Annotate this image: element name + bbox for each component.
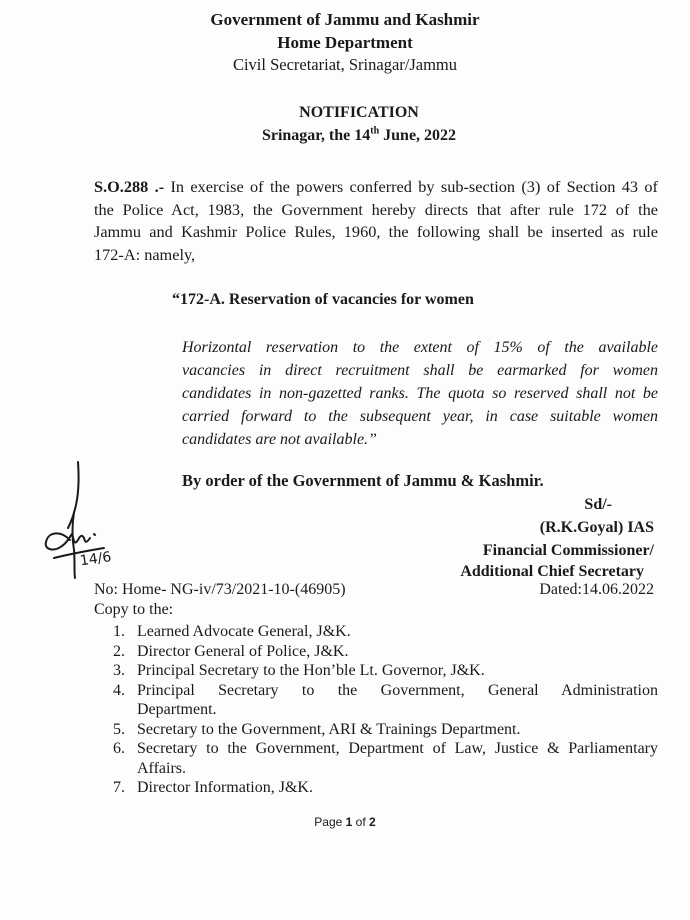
order-line-text: In exercise of the powers conferred by sub-section (3) of Section 43 of <box>170 177 658 196</box>
place-date-suffix: June, 2022 <box>379 127 457 144</box>
page-total: 2 <box>369 815 376 829</box>
department-name: Home Department <box>277 33 413 52</box>
copy-item <box>113 720 658 740</box>
order-line <box>94 176 658 199</box>
sd-mark: Sd/- <box>584 496 612 513</box>
place-date-sup: th <box>370 125 380 137</box>
rule-line: Horizontal reservation to the extent of 15% of the available <box>182 339 658 356</box>
copy-item <box>113 622 658 642</box>
rule-line: carried forward to the subsequent year, in case suitable women <box>182 408 658 425</box>
copy-item-text: Secretary to the Government, ARI & Trainings Department. <box>137 720 521 738</box>
order-line: the Police Act, 1983, the Government hereby directs that after rule 172 of the <box>94 199 658 219</box>
copy-item-number: 2. <box>113 642 125 660</box>
copy-item-text: Principal Secretary to the Hon’ble Lt. Governor, J&K. <box>137 662 485 679</box>
so-number: S.O.288 .- <box>94 177 165 196</box>
initials-date: 14/6 <box>78 549 113 570</box>
office-address: Civil Secretariat, Srinagar/Jammu <box>232 55 458 74</box>
copy-item-number: 7. <box>113 779 125 796</box>
govt-name: Government of Jammu and Kashmir <box>210 10 480 29</box>
order-line: 172-A: namely, <box>94 244 196 264</box>
copy-item-number: 4. <box>113 681 125 699</box>
copy-item-number: 6. <box>113 740 125 757</box>
copy-item-text: Director General of Police, J&K. <box>137 642 349 660</box>
handwritten-initials-icon <box>30 450 120 590</box>
copy-to-list <box>113 622 658 798</box>
rule-heading: “172-A. Reservation of vacancies for women <box>172 291 474 308</box>
copy-item <box>113 642 658 662</box>
signatory-dated: Dated:14.06.2022 <box>539 581 654 598</box>
by-order-line: By order of the Government of Jammu & Kashmir. <box>182 471 544 490</box>
copy-item-text: Secretary to the Government, Department of Law, Justice & Parliamentary <box>137 740 658 757</box>
signatory-designation-1: Financial Commissioner/ <box>482 542 654 559</box>
reference-number: No: Home- NG-iv/73/2021-10-(46905) <box>94 581 346 598</box>
signatory-designation-2: Additional Chief Secretary <box>460 563 644 580</box>
page-number <box>0 815 690 829</box>
copy-item-text-cont: Affairs. <box>137 759 187 777</box>
place-date-prefix: Srinagar, the 14 <box>261 127 371 144</box>
notification-heading: NOTIFICATION <box>299 104 419 121</box>
copy-item-number: 3. <box>113 662 125 679</box>
copy-item <box>113 661 658 681</box>
place-date <box>14 126 690 146</box>
copy-item <box>113 739 658 778</box>
copy-item <box>113 681 658 720</box>
copy-item <box>113 778 658 798</box>
initials-signature <box>30 450 120 590</box>
order-line: Jammu and Kashmir Police Rules, 1960, the following shall be inserted as rule <box>94 222 658 241</box>
rule-line: vacancies in direct recruitment shall be earmarked for women <box>182 362 658 379</box>
page-mid: of <box>352 815 370 829</box>
copy-item-number: 1. <box>113 623 125 640</box>
copy-item-text-cont: Department. <box>137 701 217 718</box>
page-current: 1 <box>345 815 353 829</box>
copy-item-number: 5. <box>113 720 125 738</box>
copy-to-label: Copy to the: <box>94 601 174 618</box>
rule-line: candidates are not available.” <box>182 431 377 448</box>
copy-item-text: Learned Advocate General, J&K. <box>137 623 351 640</box>
rule-text <box>182 336 658 451</box>
copy-item-text: Director Information, J&K. <box>137 779 313 796</box>
signatory-name: (R.K.Goyal) IAS <box>539 519 654 536</box>
rule-line: candidates in non-gazetted ranks. The quota so reserved shall not be <box>182 385 658 402</box>
order-paragraph <box>94 176 658 266</box>
page-prefix: Page <box>314 815 346 829</box>
copy-item-text: Principal Secretary to the Government, General Administration <box>137 681 658 699</box>
